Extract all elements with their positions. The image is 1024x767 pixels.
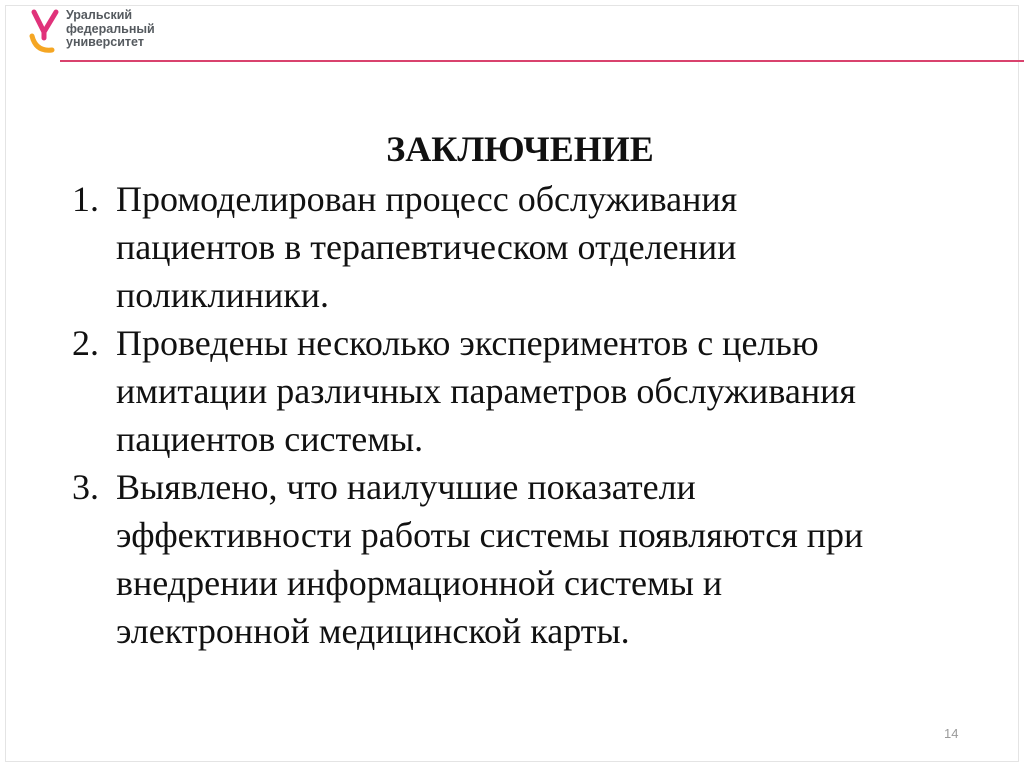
logo-text bbox=[66, 9, 155, 50]
list-item-line: имитации различных параметров обслуживания bbox=[116, 371, 856, 411]
list-item-line: Промоделирован процесс обслуживания bbox=[116, 179, 738, 219]
list-item-number: 1. bbox=[72, 179, 99, 219]
slide-title: ЗАКЛЮЧЕНИЕ bbox=[386, 129, 654, 169]
list-item-line: Проведены несколько экспериментов с целью bbox=[116, 323, 819, 363]
list-item-number: 2. bbox=[72, 323, 99, 363]
list-item-line: поликлиники. bbox=[116, 275, 330, 315]
list-item-line: пациентов в терапевтическом отделении bbox=[116, 227, 737, 267]
list-item-line: внедрении информационной системы и bbox=[116, 563, 723, 603]
list-item bbox=[72, 319, 992, 463]
conclusion-list bbox=[72, 175, 992, 655]
university-logo-icon bbox=[28, 8, 62, 54]
list-item bbox=[72, 175, 992, 319]
logo-line-3: университет bbox=[66, 35, 144, 49]
list-item-line: электронной медицинской карты. bbox=[116, 611, 630, 651]
list-item-line: пациентов системы. bbox=[116, 419, 424, 459]
list-item-line: эффективности работы системы появляются при bbox=[116, 515, 864, 555]
logo-line-2: федеральный bbox=[66, 21, 155, 36]
header-divider bbox=[60, 60, 1024, 62]
page-number: 14 bbox=[944, 726, 959, 741]
list-item-line: Выявлено, что наилучшие показатели bbox=[116, 467, 696, 507]
logo-line-1: Уральский bbox=[66, 8, 133, 22]
list-item bbox=[72, 463, 992, 655]
university-logo bbox=[28, 8, 188, 58]
list-item-number: 3. bbox=[72, 467, 99, 507]
